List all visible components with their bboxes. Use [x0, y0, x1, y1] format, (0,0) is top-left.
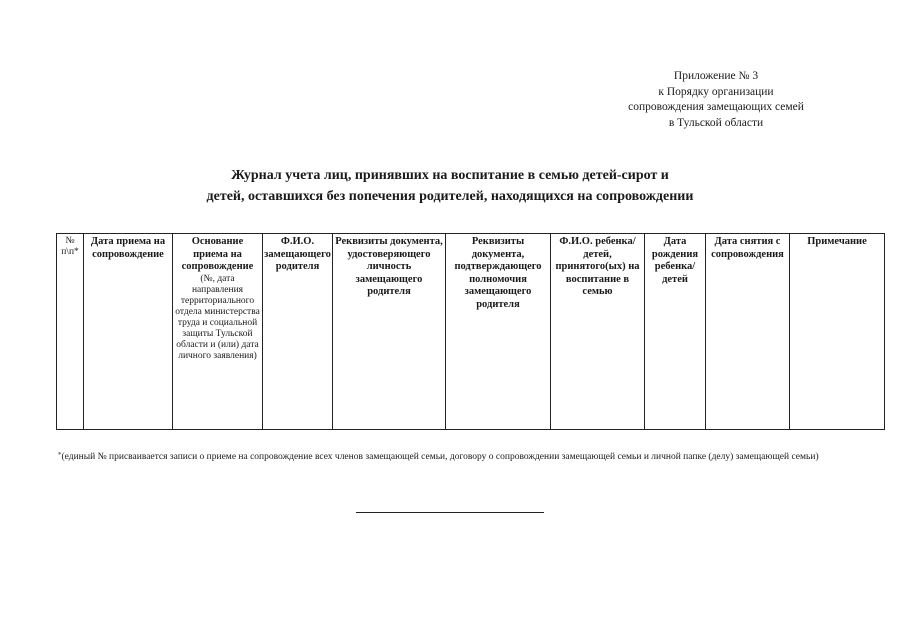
- column-header-authority-document: [446, 234, 551, 430]
- journal-header-row: [57, 234, 885, 430]
- footnote-text: (единый № присваивается записи о приеме на сопровождение всех членов замещающей семьи, договору о сопровождении замещающей семьи и личной папке (делу) замещающей семьи): [61, 452, 819, 462]
- column-header-child-birth-date-label: Дата рождения ребенка/ детей: [651, 236, 699, 285]
- column-header-child-birth-date: [645, 234, 706, 430]
- column-header-note: [790, 234, 885, 430]
- journal-table: [56, 233, 885, 430]
- footnote: [58, 451, 858, 463]
- column-header-basis-note: (№, дата направления территориального отдела министерства труда и социальной защиты Тульской области и (или) дата личного заявления): [175, 273, 260, 361]
- appendix-line-3: сопровождения замещающих семей: [628, 101, 804, 113]
- appendix-line-4: в Тульской области: [668, 116, 764, 129]
- column-header-acceptance-date-label: Дата приема на сопровождение: [90, 236, 166, 260]
- column-header-basis-label: Основание приема на сопровождение: [181, 236, 254, 272]
- column-header-number-label: № п\п*: [61, 236, 79, 257]
- signature-line: [356, 512, 544, 513]
- column-header-identity-document: [333, 234, 446, 430]
- column-header-identity-document-label: Реквизиты документа, удостоверяющего личность замещающего родителя: [335, 236, 443, 297]
- journal-title: [100, 165, 800, 207]
- journal-title-line-2: детей, оставшихся без попечения родителей, находящихся на сопровождении: [206, 189, 694, 204]
- column-header-note-label: Примечание: [807, 236, 867, 247]
- column-header-acceptance-date: [84, 234, 173, 430]
- column-header-child-name-label: Ф.И.О. ребенка/детей, принятого(ых) на воспитание в семью: [555, 236, 640, 297]
- journal-title-line-1: Журнал учета лиц, принявших на воспитание в семью детей-сирот и: [231, 168, 669, 183]
- column-header-basis: [173, 234, 263, 430]
- column-header-number: [57, 234, 84, 430]
- column-header-child-name: [551, 234, 645, 430]
- appendix-line-2: к Порядку организации: [658, 85, 774, 98]
- column-header-parent-name: [263, 234, 333, 430]
- column-header-parent-name-label: Ф.И.О. замещающего родителя: [264, 236, 331, 272]
- appendix-number: Приложение № 3: [673, 70, 759, 82]
- column-header-removal-date-label: Дата снятия с сопровождения: [711, 236, 784, 260]
- footnote-mark: *: [58, 451, 62, 459]
- column-header-removal-date: [706, 234, 790, 430]
- column-header-authority-document-label: Реквизиты документа, подтверждающего полномочия замещающего родителя: [454, 236, 542, 310]
- appendix-block: [600, 69, 832, 131]
